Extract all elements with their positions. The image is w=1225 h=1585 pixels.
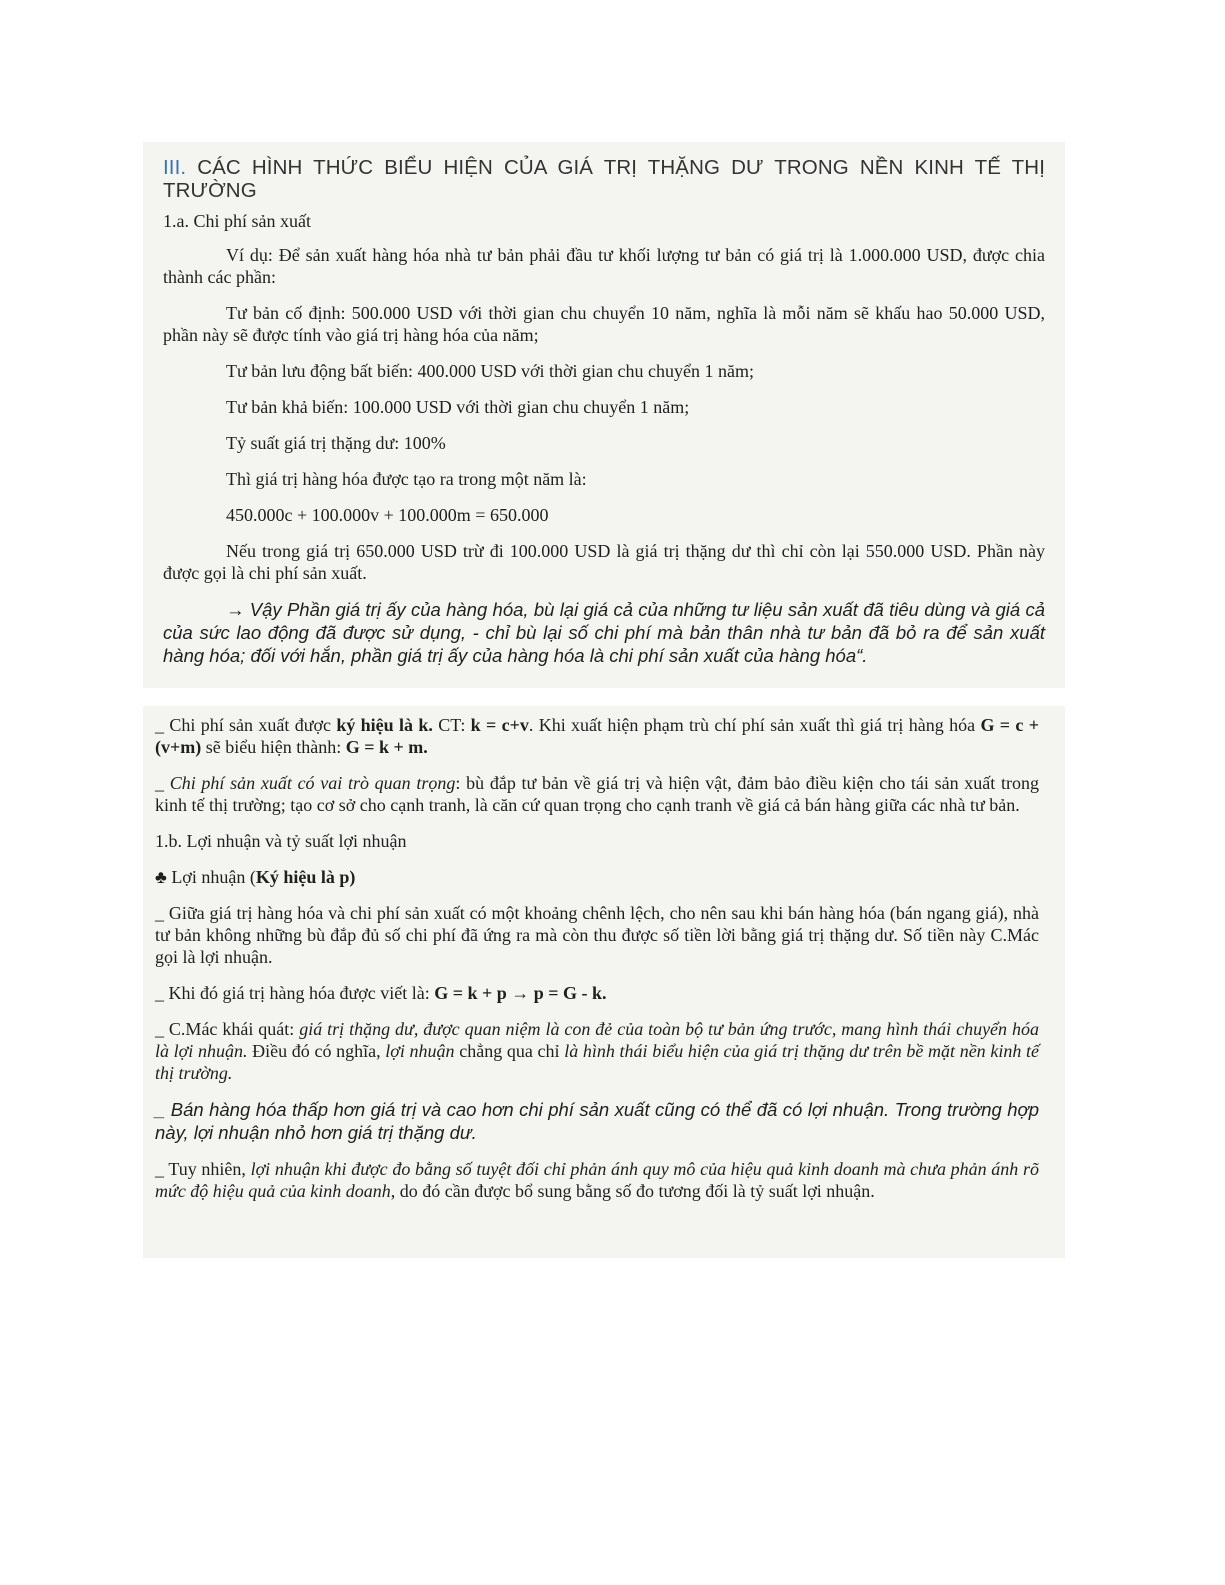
formula-run: G = k + m. <box>345 737 428 757</box>
text-run: Điều đó có nghĩa, <box>247 1041 386 1061</box>
section-heading <box>163 156 1045 202</box>
paragraph-surplus-rate: Tỷ suất giá trị thặng dư: 100% <box>226 433 446 453</box>
text-run: chẳng qua chỉ <box>454 1041 565 1061</box>
text-run: sẽ biểu hiện thành: <box>201 737 346 757</box>
text-run: . Khi xuất hiện phạm trù chí phí sản xuất thì giá trị hàng hóa <box>528 715 981 735</box>
italic-run: lợi nhuận khi được đo bằng số tuyệt đối chỉ phản ánh quy mô của hiệu quả kinh doanh mà chưa phản ánh rõ mức độ hiệu quả của kinh doanh <box>155 1159 1039 1201</box>
formula-run: G = k + p <box>434 983 507 1003</box>
subheading-profit: 1.b. Lợi nhuận và tỷ suất lợi nhuận <box>155 831 407 851</box>
paragraph-cost-explain: Nếu trong giá trị 650.000 USD trừ đi 100.000 USD là giá trị thặng dư thì chỉ còn lại 550.000 USD. Phần này được gọi là chi phí sản xuất. <box>163 541 1045 583</box>
paragraph-selling: _ Bán hàng hóa thấp hơn giá trị và cao hơn chi phí sản xuất cũng có thể đã có lợi nhuận. Trong trường hợp này, lợi nhuận nhỏ hơn giá trị thặng dư. <box>155 1099 1039 1143</box>
formula-run: p = G - k. <box>533 983 607 1003</box>
section-panel-profit <box>143 706 1065 1258</box>
paragraph-cost-symbol <box>155 714 1039 758</box>
paragraph-however <box>155 1158 1039 1202</box>
heading-number: III. <box>163 156 187 179</box>
arrow-right-icon: → <box>226 599 245 620</box>
paragraph-difference: _ Giữa giá trị hàng hóa và chi phí sản xuất có một khoảng chênh lệch, cho nên sau khi bán hàng hóa (bán ngang giá), nhà tư bản không những bù đắp đủ số chi phí đã ứng ra mà còn thu được số tiền lời bằng giá trị thặng dư. Số tiền này C.Mác gọi là lợi nhuận. <box>155 903 1039 967</box>
text-run: , do đó cần được bổ sung bằng số đo tương đối là tỷ suất lợi nhuận. <box>390 1181 875 1201</box>
formula-run: G = c + (v+m) <box>155 715 1039 757</box>
text-run: : bù đắp tư bản về giá trị và hiện vật, đảm bảo điều kiện cho tái sản xuất trong kinh tế thị trường; tạo cơ sở cho cạnh tranh, là căn cứ quan trọng cho cạnh tranh về giá cả bán hàng giữa các nhà tư bản. <box>155 773 1040 815</box>
paragraph-circulating-capital: Tư bản lưu động bất biến: 400.000 USD với thời gian chu chuyển 1 năm; <box>226 361 754 381</box>
italic-run: Chi phí sản xuất có vai trò quan trọng <box>169 773 456 793</box>
paragraph-conclusion <box>163 598 1045 667</box>
text-run: _ Chi phí sản xuất được <box>155 715 337 735</box>
italic-run: giá trị thặng dư, được quan niệm là con đẻ của toàn bộ tư bản ứng trước, mang hình thái chuyển hóa là lợi nhuận. <box>155 1019 1039 1061</box>
paragraph-formula: 450.000c + 100.000v + 100.000m = 650.000 <box>226 505 549 525</box>
conclusion-text: Vậy Phần giá trị ấy của hàng hóa, bù lại giá cả của những tư liệu sản xuất đã tiêu dùng và giá cả của sức lao động đã được sử dụng, - chỉ bù lại số chi phí mà bản thân nhà tư bản đã bỏ ra để sản xuất hàng hóa; đối với hắn, phần giá trị ấy của hàng hóa là chi phí sản xuất của hàng hóa“. <box>163 599 1045 666</box>
text-run: ♣ Lợi nhuận ( <box>155 867 256 887</box>
italic-run: lợi nhuận <box>385 1041 455 1061</box>
paragraph-example: Ví dụ: Để sản xuất hàng hóa nhà tư bản phải đầu tư khối lượng tư bản có giá trị là 1.000.000 USD, được chia thành các phần: <box>163 245 1045 287</box>
text-run: _ C.Mác khái quát: <box>155 1019 300 1039</box>
paragraph-profit-formula <box>155 982 1039 1004</box>
paragraph-value-intro: Thì giá trị hàng hóa được tạo ra trong một năm là: <box>226 469 587 489</box>
arrow-right-icon: → <box>506 983 534 1003</box>
text-run: _ <box>155 773 170 793</box>
subheading-production-cost: 1.a. Chi phí sản xuất <box>163 211 311 231</box>
paragraph-cost-role <box>155 772 1039 816</box>
paragraph-fixed-capital: Tư bản cố định: 500.000 USD với thời gian chu chuyển 10 năm, nghĩa là mỗi năm sẽ khấu hao 50.000 USD, phần này sẽ được tính vào giá trị hàng hóa của năm; <box>163 303 1045 345</box>
bold-run: Ký hiệu là p) <box>255 867 356 887</box>
text-run: _ Tuy nhiên, <box>155 1159 251 1179</box>
section-panel-production-cost <box>143 142 1065 688</box>
text-run: _ Khi đó giá trị hàng hóa được viết là: <box>155 983 435 1003</box>
bold-run: ký hiệu là k. <box>336 715 433 735</box>
formula-run: k = c+v <box>470 715 529 735</box>
heading-text: CÁC HÌNH THỨC BIỂU HIỆN CỦA GIÁ TRỊ THẶNG DƯ TRONG NỀN KINH TẾ THỊ TRƯỜNG <box>163 156 1045 202</box>
paragraph-marx <box>155 1018 1039 1084</box>
text-run: CT: <box>432 715 471 735</box>
italic-run: là hình thái biểu hiện của giá trị thặng dư trên bề mặt nền kinh tế thị trường. <box>155 1041 1040 1083</box>
paragraph-profit-symbol <box>155 866 1039 888</box>
paragraph-variable-capital: Tư bản khả biến: 100.000 USD với thời gian chu chuyển 1 năm; <box>226 397 690 417</box>
